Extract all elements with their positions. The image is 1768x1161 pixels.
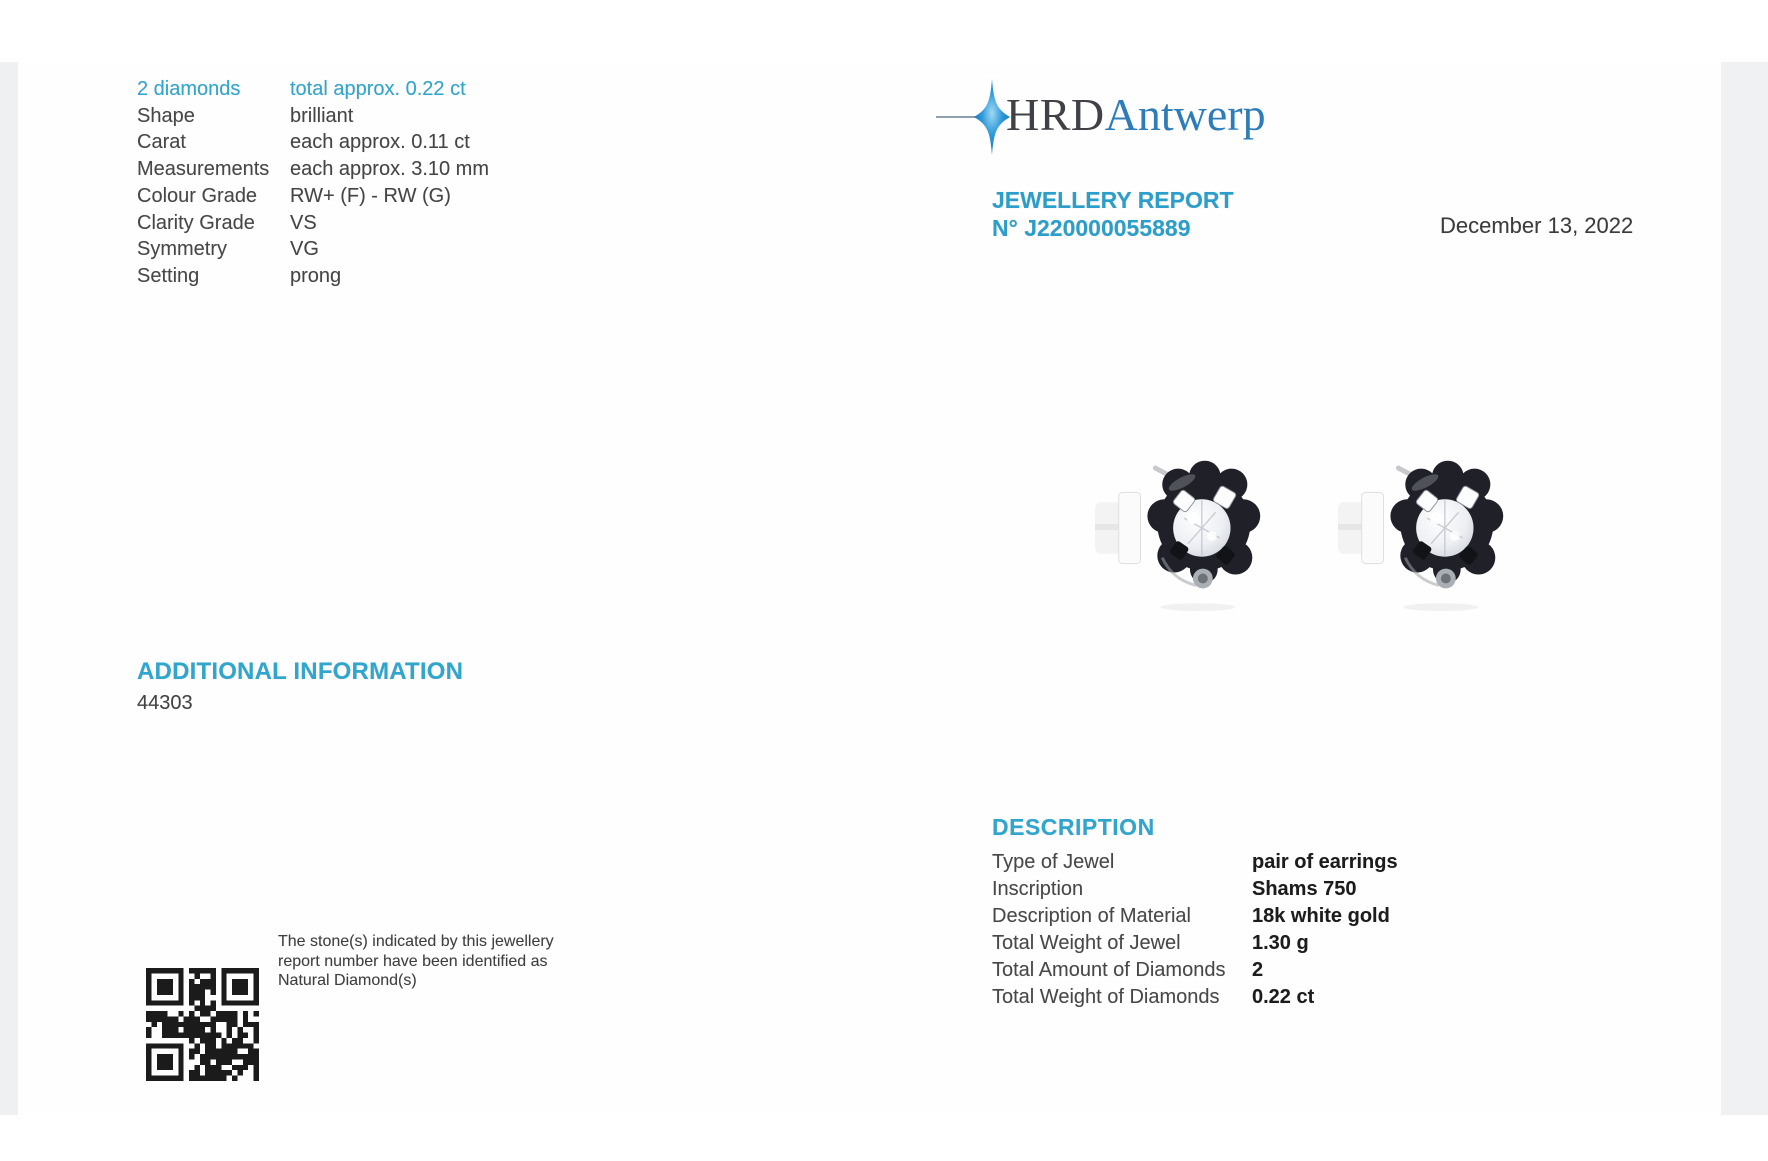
logo-text-antwerp: Antwerp: [1104, 89, 1266, 140]
report-title: JEWELLERY REPORT: [992, 187, 1234, 213]
additional-information-section: [137, 658, 463, 715]
desc-value: 0.22 ct: [1252, 986, 1315, 1008]
desc-label: Total Weight of Jewel: [992, 932, 1181, 954]
desc-row: [992, 903, 1398, 930]
desc-label: Description of Material: [992, 905, 1191, 927]
note-line: Natural Diamond(s): [278, 972, 417, 989]
desc-row: [992, 849, 1398, 876]
photo-left-edge: [0, 62, 18, 1115]
spec-value: VS: [290, 211, 317, 234]
photo-right-edge: [1721, 62, 1768, 1115]
qr-code: [143, 968, 262, 1081]
description-table: [992, 849, 1398, 1011]
sparkle-star-icon: [936, 78, 1010, 156]
earring-left: [1093, 440, 1281, 615]
spec-value: each approx. 3.10 mm: [290, 158, 489, 181]
desc-value: 2: [1252, 959, 1264, 981]
spec-value: VG: [290, 238, 319, 261]
spec-row: [137, 76, 489, 103]
description-section: [992, 814, 1398, 1011]
spec-value: prong: [290, 264, 342, 287]
natural-diamond-note: [278, 932, 554, 991]
spec-label: 2 diamonds: [137, 78, 241, 100]
spec-label: Symmetry: [137, 238, 227, 261]
spec-row: [137, 236, 489, 263]
spec-row: [137, 183, 489, 210]
description-title: DESCRIPTION: [992, 814, 1155, 840]
desc-value: Shams 750: [1252, 878, 1357, 900]
spec-value: total approx. 0.22 ct: [290, 78, 466, 100]
additional-information-value: 44303: [137, 692, 193, 714]
jewel-photo: [1093, 440, 1533, 620]
desc-label: Inscription: [992, 878, 1084, 900]
desc-value: 1.30 g: [1252, 932, 1309, 954]
spec-row: [137, 263, 489, 290]
spec-row: [137, 210, 489, 237]
spec-value: each approx. 0.11 ct: [290, 131, 470, 154]
spec-value: brilliant: [290, 104, 354, 127]
spec-label: Clarity Grade: [137, 211, 255, 234]
spec-label: Measurements: [137, 158, 270, 181]
earring-right: [1336, 440, 1524, 615]
spec-label: Colour Grade: [137, 184, 258, 207]
spec-row: [137, 129, 489, 156]
desc-row: [992, 984, 1398, 1011]
additional-information-title: ADDITIONAL INFORMATION: [137, 658, 464, 685]
desc-label: Type of Jewel: [992, 851, 1115, 873]
diamond-details-table: [137, 76, 489, 290]
spec-row: [137, 156, 489, 183]
desc-value: 18k white gold: [1252, 905, 1390, 927]
desc-value: pair of earrings: [1252, 851, 1398, 873]
spec-label: Setting: [137, 264, 200, 287]
spec-label: Shape: [137, 104, 195, 127]
spec-row: [137, 103, 489, 130]
logo-wordmark: [1006, 89, 1266, 140]
spec-value: RW+ (F) - RW (G): [290, 184, 451, 207]
report-date: December 13, 2022: [1440, 213, 1634, 238]
desc-label: Total Amount of Diamonds: [992, 959, 1226, 981]
note-line: report number have been identified as: [278, 952, 548, 970]
desc-row: [992, 876, 1398, 903]
spec-label: Carat: [137, 131, 186, 154]
note-line: The stone(s) indicated by this jewellery: [278, 933, 554, 950]
desc-row: [992, 930, 1398, 957]
report-number: N° J220000055889: [992, 215, 1191, 241]
desc-row: [992, 957, 1398, 984]
desc-label: Total Weight of Diamonds: [992, 986, 1220, 1008]
report-title-block: [992, 186, 1234, 242]
logo-text-hrd: HRD: [1006, 89, 1105, 140]
